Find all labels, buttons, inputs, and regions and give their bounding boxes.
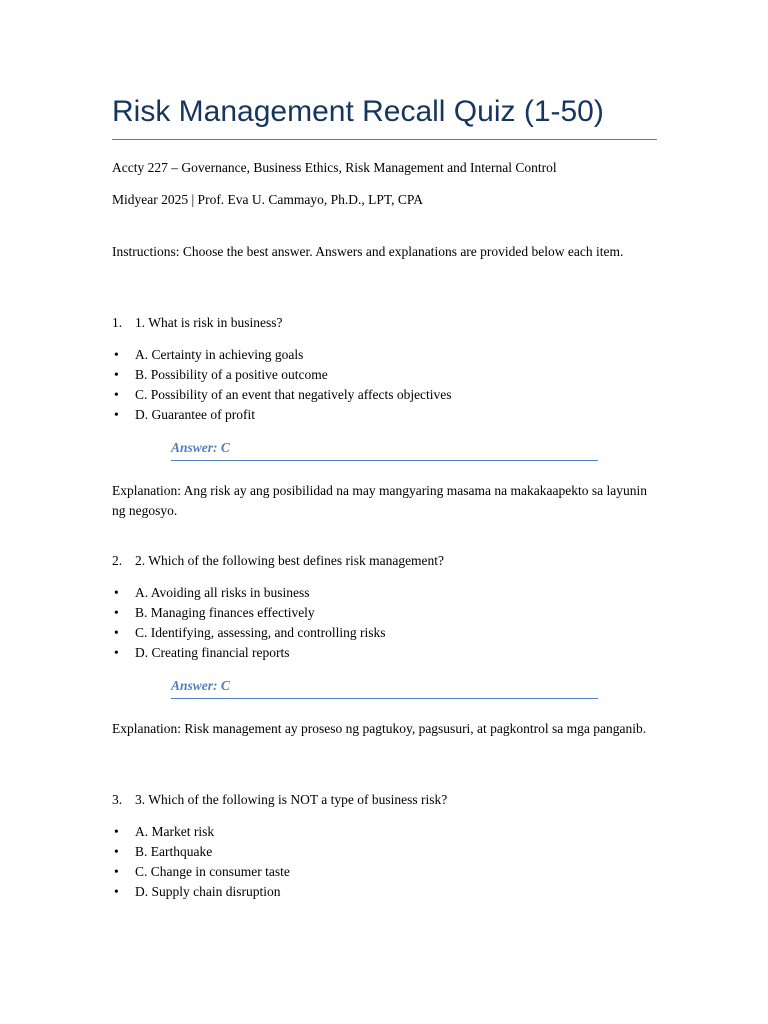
bullet-icon: • [114,407,119,423]
option-text: C. Change in consumer taste [135,864,290,880]
question-number: 1. [112,315,123,330]
bullet-icon: • [114,844,119,860]
bullet-icon: • [114,645,119,661]
option-text: D. Guarantee of profit [135,407,255,423]
bullet-icon: • [114,585,119,600]
bullet-icon: • [114,884,119,900]
option-text: B. Possibility of a positive outcome [135,367,328,383]
bullet-icon: • [114,605,119,621]
option-item [112,862,290,882]
explanation-2: Explanation: Risk management ay proseso ng pagtukoy, pagsusuri, at pagkontrol sa mga panganib. [112,721,647,736]
bullet-icon: • [114,387,119,403]
question-number: 3. [112,792,123,807]
option-text: D. Creating financial reports [135,645,290,661]
question-1 [112,313,283,333]
option-text: A. Avoiding all risks in business [135,585,310,600]
option-item [112,822,290,842]
option-item [112,385,452,405]
question-2-options [112,583,385,663]
page-title: Risk Management Recall Quiz (1-50) [112,95,604,128]
title-underline [112,139,657,140]
bullet-icon: • [114,824,119,839]
option-text: B. Earthquake [135,844,213,860]
option-item [112,603,385,623]
option-item [112,345,452,365]
option-text: A. Market risk [135,824,215,839]
option-text: D. Supply chain disruption [135,884,281,900]
option-text: B. Managing finances effectively [135,605,315,621]
option-item [112,623,385,643]
course-line: Accty 227 – Governance, Business Ethics, Risk Management and Internal Control [112,160,557,175]
option-text: A. Certainty in achieving goals [135,347,304,362]
option-item [112,643,385,663]
question-3-options [112,822,290,902]
answer-1: Answer: C [171,438,598,461]
explanation-1: Explanation: Ang risk ay ang posibilidad na may mangyaring masama na makakaapekto sa layunin ng negosyo. [112,483,647,518]
option-text: C. Identifying, assessing, and controlling risks [135,625,386,641]
question-1-options [112,345,452,425]
option-item [112,405,452,425]
bullet-icon: • [114,864,119,880]
term-line: Midyear 2025 | Prof. Eva U. Cammayo, Ph.D., LPT, CPA [112,192,423,207]
bullet-icon: • [114,367,119,383]
option-text: C. Possibility of an event that negatively affects objectives [135,387,452,403]
question-3 [112,790,447,810]
option-item [112,365,452,385]
question-2 [112,551,444,571]
option-item [112,842,290,862]
question-text: 1. What is risk in business? [135,315,283,330]
instructions-text: Instructions: Choose the best answer. Answers and explanations are provided below each item. [112,244,624,259]
question-text: 3. Which of the following is NOT a type of business risk? [135,792,448,807]
option-item [112,882,290,902]
bullet-icon: • [114,625,119,641]
question-number: 2. [112,553,123,568]
option-item [112,583,385,603]
bullet-icon: • [114,347,119,362]
answer-2: Answer: C [171,676,598,699]
question-text: 2. Which of the following best defines risk management? [135,553,445,568]
